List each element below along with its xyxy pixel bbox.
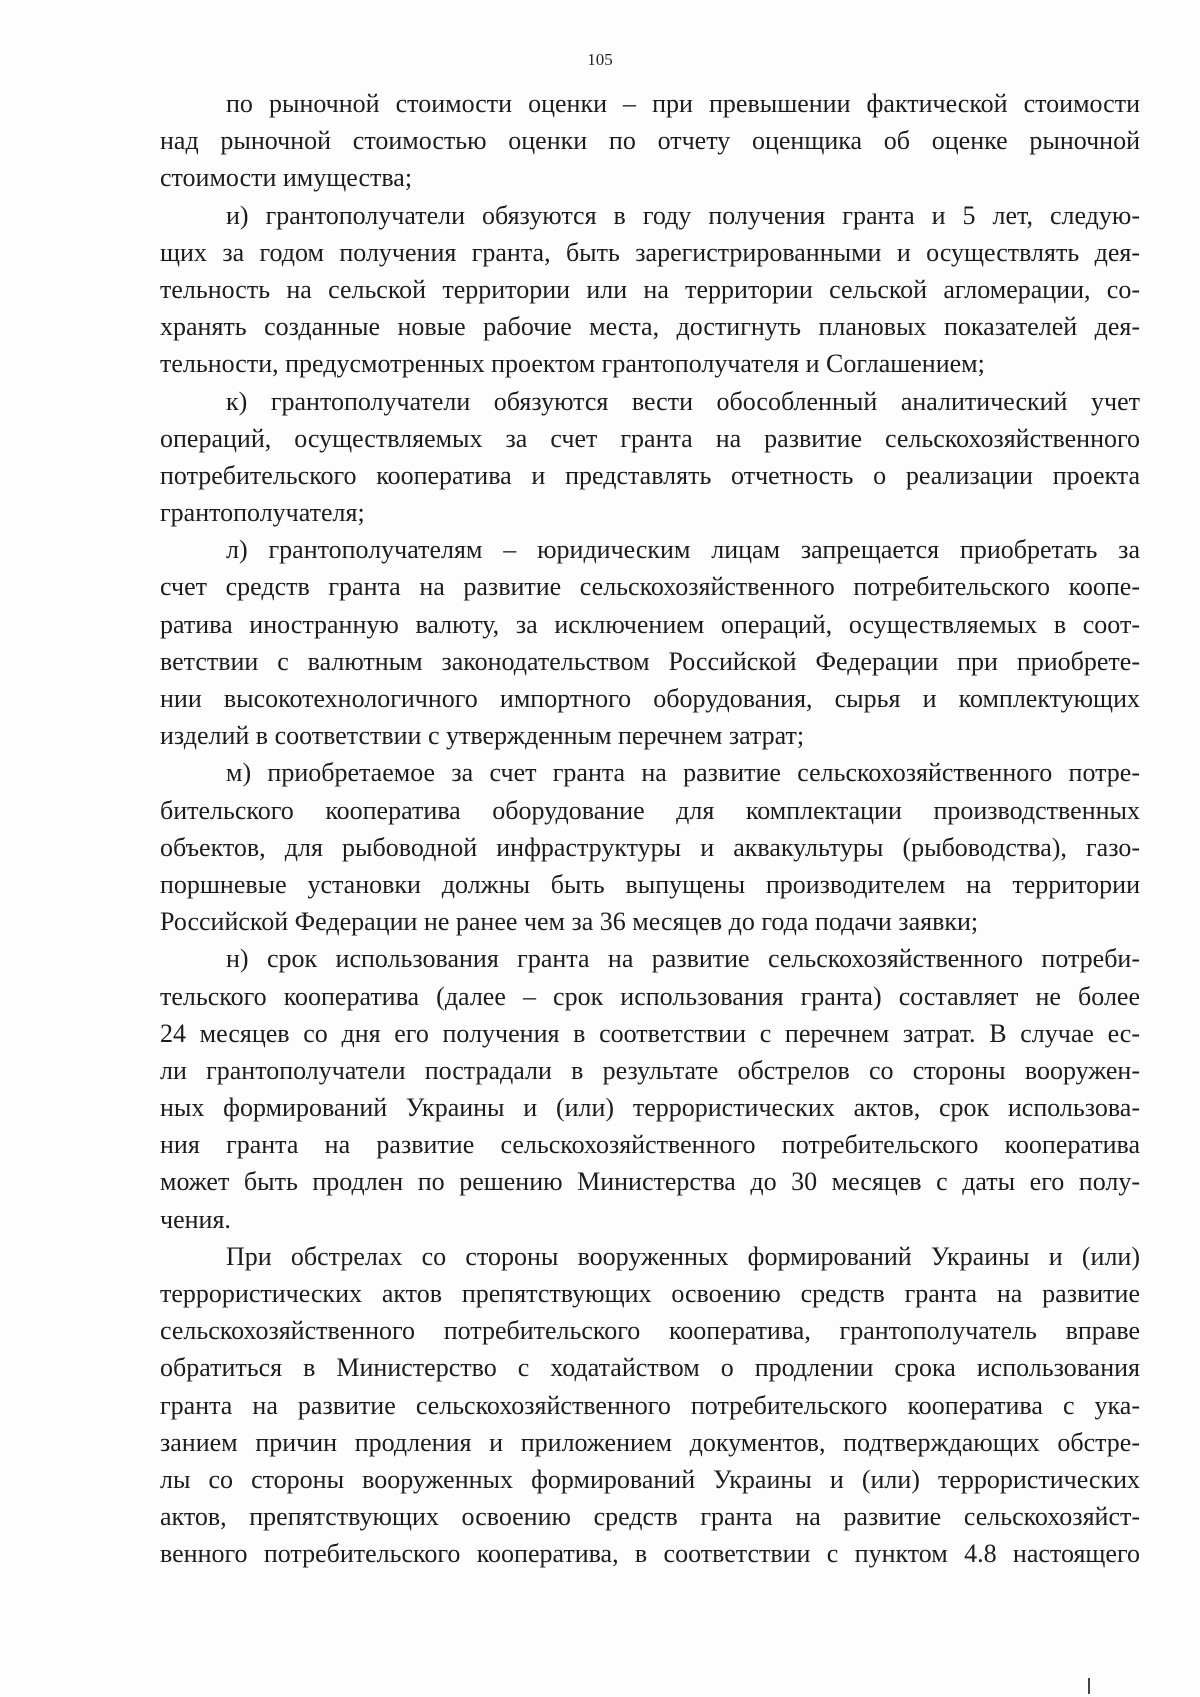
text-line: Российской Федерации не ранее чем за 36 месяцев до года подачи заявки;	[160, 907, 979, 937]
text-line: потребительского кооператива и представлять отчетность о реализации проекта	[160, 460, 1140, 490]
page-number: 105	[587, 50, 613, 69]
text-line: изделий в соответствии с утвержденным перечнем затрат;	[160, 721, 805, 751]
text-line: лы со стороны вооруженных формирований Украины и (или) террористических	[160, 1464, 1140, 1494]
scan-edge-mark	[1088, 1678, 1090, 1694]
text-line: операций, осуществляемых за счет гранта на развитие сельскохозяйственного	[160, 423, 1140, 453]
text-line: тельность на сельской территории или на территории сельской агломерации, со-	[160, 274, 1140, 304]
text-line: л) грантополучателям – юридическим лицам запрещается приобретать за	[226, 535, 1140, 565]
text-line: стоимости имущества;	[160, 163, 413, 193]
text-line: венного потребительского кооператива, в соответствии с пунктом 4.8 настоящего	[160, 1539, 1140, 1569]
text-line: тельности, предусмотренных проектом грантополучателя и Соглашением;	[160, 349, 985, 379]
text-line: бительского кооператива оборудование для комплектации производственных	[160, 795, 1140, 825]
text-line: 24 месяцев со дня его получения в соответствии с перечнем затрат. В случае ес-	[160, 1018, 1140, 1048]
text-line: щих за годом получения гранта, быть зарегистрированными и осуществлять дея-	[160, 237, 1140, 267]
text-line: хранять созданные новые рабочие места, достигнуть плановых показателей дея-	[160, 312, 1140, 342]
text-line: чения.	[160, 1204, 231, 1234]
text-line: занием причин продления и приложением документов, подтверждающих обстре-	[160, 1427, 1140, 1457]
text-line: нии высокотехнологичного импортного оборудования, сырья и комплектующих	[160, 684, 1140, 713]
text-line: ратива иностранную валюту, за исключением операций, осуществляемых в соот-	[160, 609, 1140, 639]
text-line: гранта на развитие сельскохозяйственного потребительского кооператива с ука-	[160, 1390, 1140, 1420]
text-line: ных формирований Украины и (или) террористических актов, срок использова-	[160, 1093, 1140, 1123]
text-line: над рыночной стоимостью оценки по отчету оценщика об оценке рыночной	[160, 126, 1140, 156]
text-line: ли грантополучатели пострадали в результате обстрелов со стороны вооружен-	[160, 1055, 1140, 1085]
text-line: счет средств гранта на развитие сельскохозяйственного потребительского коопе-	[160, 572, 1140, 602]
text-line: ния гранта на развитие сельскохозяйственного потребительского кооператива	[160, 1130, 1140, 1160]
text-line: н) срок использования гранта на развитие сельскохозяйственного потреби-	[226, 944, 1140, 974]
text-line: и) грантополучатели обязуются в году получения гранта и 5 лет, следую-	[226, 200, 1140, 230]
text-line: м) приобретаемое за счет гранта на развитие сельскохозяйственного потре-	[226, 758, 1140, 788]
text-line: ветствии с валютным законодательством Российской Федерации при приобрете-	[160, 646, 1140, 676]
text-line: поршневые установки должны быть выпущены производителем на территории	[160, 869, 1140, 899]
text-line: объектов, для рыбоводной инфраструктуры и аквакультуры (рыбоводства), газо-	[160, 832, 1140, 862]
text-line: тельского кооператива (далее – срок использования гранта) составляет не более	[160, 981, 1140, 1011]
body-text	[160, 85, 1140, 1573]
text-line: актов, препятствующих освоению средств гранта на развитие сельскохозяйст-	[160, 1502, 1140, 1532]
text-line: грантополучателя;	[160, 498, 365, 528]
text-line: террористических актов препятствующих освоению средств гранта на развитие	[160, 1279, 1140, 1308]
text-line: по рыночной стоимости оценки – при превышении фактической стоимости	[226, 89, 1140, 118]
text-line: может быть продлен по решению Министерства до 30 месяцев с даты его полу-	[160, 1167, 1140, 1197]
text-line: к) грантополучатели обязуются вести обособленный аналитический учет	[226, 386, 1140, 416]
text-line: обратиться в Министерство с ходатайством о продлении срока использования	[160, 1353, 1140, 1383]
text-line: При обстрелах со стороны вооруженных формирований Украины и (или)	[226, 1241, 1140, 1271]
text-line: сельскохозяйственного потребительского кооператива, грантополучатель вправе	[160, 1316, 1140, 1346]
